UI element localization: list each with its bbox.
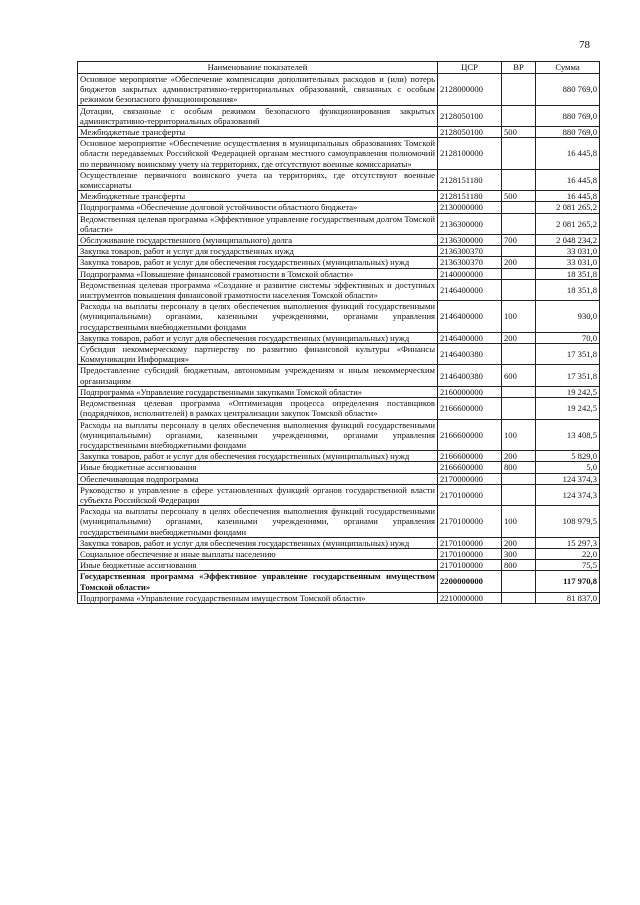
cell-name: Иные бюджетные ассигнования: [78, 560, 438, 571]
cell-name: Подпрограмма «Обеспечение долговой устойчивости областного бюджета»: [78, 202, 438, 213]
cell-vr: 700: [502, 235, 536, 246]
table-row: [78, 105, 600, 126]
table-row: [78, 506, 600, 538]
cell-csr: 2128050100: [438, 127, 502, 138]
table-row: [78, 127, 600, 138]
cell-vr: [502, 105, 536, 126]
cell-sum: 33 031,0: [536, 257, 600, 268]
cell-csr: 2128000000: [438, 74, 502, 106]
cell-name: Предоставление субсидий бюджетным, автономным учреждениям и иным некоммерческим организациям: [78, 365, 438, 386]
cell-name: Государственная программа «Эффективное управление государственным имуществом Томской области»: [78, 571, 438, 592]
table-row: [78, 537, 600, 548]
table-row: [78, 268, 600, 279]
cell-vr: [502, 571, 536, 592]
table-row: [78, 484, 600, 505]
cell-csr: 2166600000: [438, 419, 502, 451]
cell-sum: 2 048 234,2: [536, 235, 600, 246]
cell-csr: 2136300000: [438, 213, 502, 234]
cell-sum: 33 031,0: [536, 246, 600, 257]
page-number: 78: [579, 39, 590, 51]
cell-csr: 2160000000: [438, 386, 502, 397]
cell-csr: 2170000000: [438, 473, 502, 484]
cell-vr: [502, 398, 536, 419]
cell-name: Межбюджетные трансферты: [78, 127, 438, 138]
table-header-row: [78, 62, 600, 74]
cell-name: Расходы на выплаты персоналу в целях обеспечения выполнения функций государственными (муниципальными) органами, казенными учреждениями, органами управления государственными внебюджетными фондами: [78, 301, 438, 333]
cell-vr: [502, 473, 536, 484]
table-row: [78, 451, 600, 462]
cell-sum: 19 242,5: [536, 386, 600, 397]
table-row: [78, 169, 600, 190]
cell-csr: 2146400380: [438, 344, 502, 365]
cell-name: Основное мероприятие «Обеспечение компенсации дополнительных расходов и (или) потерь бюджетов закрытых административно-территориальных образований, связанных с особым режимом безопасного функционирования»: [78, 74, 438, 106]
cell-sum: 70,0: [536, 332, 600, 343]
cell-csr: 2146400000: [438, 301, 502, 333]
cell-vr: [502, 169, 536, 190]
cell-vr: [502, 74, 536, 106]
cell-sum: 18 351,8: [536, 268, 600, 279]
cell-csr: 2170100000: [438, 484, 502, 505]
cell-csr: 2170100000: [438, 548, 502, 559]
cell-sum: 124 374,3: [536, 473, 600, 484]
table-row: [78, 571, 600, 592]
cell-name: Расходы на выплаты персоналу в целях обеспечения выполнения функций государственными (муниципальными) органами, казенными учреждениями, органами управления государственными внебюджетными фондами: [78, 419, 438, 451]
header-sum: Сумма: [536, 62, 600, 74]
cell-name: Закупка товаров, работ и услуг для обеспечения государственных (муниципальных) нужд: [78, 451, 438, 462]
cell-sum: 117 970,8: [536, 571, 600, 592]
cell-name: Закупка товаров, работ и услуг для обеспечения государственных (муниципальных) нужд: [78, 257, 438, 268]
table-row: [78, 560, 600, 571]
cell-sum: 19 242,5: [536, 398, 600, 419]
cell-sum: 124 374,3: [536, 484, 600, 505]
cell-name: Дотации, связанные с особым режимом безопасного функционирования закрытых административно-территориальных образований: [78, 105, 438, 126]
cell-vr: 100: [502, 419, 536, 451]
cell-name: Закупка товаров, работ и услуг для государственных нужд: [78, 246, 438, 257]
cell-sum: 108 979,5: [536, 506, 600, 538]
cell-vr: [502, 484, 536, 505]
cell-csr: 2140000000: [438, 268, 502, 279]
cell-name: Закупка товаров, работ и услуг для обеспечения государственных (муниципальных) нужд: [78, 537, 438, 548]
cell-sum: 81 837,0: [536, 592, 600, 603]
table-row: [78, 246, 600, 257]
cell-vr: 500: [502, 191, 536, 202]
table-row: [78, 592, 600, 603]
header-vr: ВР: [502, 62, 536, 74]
cell-sum: 75,5: [536, 560, 600, 571]
cell-sum: 2 081 265,2: [536, 202, 600, 213]
cell-vr: 100: [502, 506, 536, 538]
cell-sum: 2 081 265,2: [536, 213, 600, 234]
cell-name: Подпрограмма «Управление государственными закупками Томской области»: [78, 386, 438, 397]
cell-name: Подпрограмма «Повышение финансовой грамотности в Томской области»: [78, 268, 438, 279]
table-row: [78, 548, 600, 559]
cell-vr: [502, 279, 536, 300]
cell-vr: [502, 202, 536, 213]
table-row: [78, 279, 600, 300]
cell-vr: 800: [502, 462, 536, 473]
cell-name: Расходы на выплаты персоналу в целях обеспечения выполнения функций государственными (муниципальными) органами, казенными учреждениями, органами управления государственными внебюджетными фондами: [78, 506, 438, 538]
cell-csr: 2128100000: [438, 138, 502, 170]
cell-sum: 22,0: [536, 548, 600, 559]
cell-name: Подпрограмма «Управление государственным имуществом Томской области»: [78, 592, 438, 603]
cell-sum: 13 408,5: [536, 419, 600, 451]
cell-vr: [502, 268, 536, 279]
header-name: Наименование показателей: [78, 62, 438, 74]
cell-csr: 2166600000: [438, 451, 502, 462]
table-row: [78, 74, 600, 106]
cell-name: Осуществление первичного воинского учета на территориях, где отсутствуют военные комиссариаты: [78, 169, 438, 190]
cell-csr: 2166600000: [438, 462, 502, 473]
cell-sum: 16 445,8: [536, 191, 600, 202]
cell-sum: 18 351,8: [536, 279, 600, 300]
cell-csr: 2130000000: [438, 202, 502, 213]
cell-vr: 300: [502, 548, 536, 559]
cell-sum: 5 829,0: [536, 451, 600, 462]
table-row: [78, 473, 600, 484]
cell-name: Субсидия некоммерческому партнерству по развитию финансовой культуры «Финансы Коммуникации Информация»: [78, 344, 438, 365]
cell-vr: [502, 138, 536, 170]
table-row: [78, 257, 600, 268]
cell-csr: 2210000000: [438, 592, 502, 603]
cell-vr: 600: [502, 365, 536, 386]
table-row: [78, 202, 600, 213]
cell-sum: 16 445,8: [536, 169, 600, 190]
cell-csr: 2166600000: [438, 398, 502, 419]
cell-name: Основное мероприятие «Обеспечение осуществления в муниципальных образованиях Томской области передаваемых Российской Федерацией органам местного самоуправления полномочий по первичному воинскому учету на территориях, где отсутствуют военные комиссариаты»: [78, 138, 438, 170]
cell-csr: 2170100000: [438, 560, 502, 571]
cell-vr: [502, 246, 536, 257]
cell-name: Иные бюджетные ассигнования: [78, 462, 438, 473]
cell-sum: 17 351,8: [536, 365, 600, 386]
table-row: [78, 332, 600, 343]
cell-vr: [502, 344, 536, 365]
table-row: [78, 301, 600, 333]
cell-name: Межбюджетные трансферты: [78, 191, 438, 202]
cell-name: Ведомственная целевая программа «Эффективное управление государственным долгом Томской области»: [78, 213, 438, 234]
cell-sum: 16 445,8: [536, 138, 600, 170]
cell-name: Обслуживание государственного (муниципального) долга: [78, 235, 438, 246]
cell-name: Обеспечивающая подпрограмма: [78, 473, 438, 484]
cell-name: Социальное обеспечение и иные выплаты населению: [78, 548, 438, 559]
cell-vr: [502, 386, 536, 397]
table-row: [78, 191, 600, 202]
cell-csr: 2136300370: [438, 257, 502, 268]
table-row: [78, 344, 600, 365]
cell-sum: 5,0: [536, 462, 600, 473]
cell-csr: 2136300370: [438, 246, 502, 257]
table-row: [78, 213, 600, 234]
cell-sum: 17 351,8: [536, 344, 600, 365]
table-row: [78, 386, 600, 397]
cell-csr: 2128050100: [438, 105, 502, 126]
cell-sum: 880 769,0: [536, 74, 600, 106]
cell-vr: [502, 592, 536, 603]
cell-vr: 800: [502, 560, 536, 571]
header-csr: ЦСР: [438, 62, 502, 74]
cell-sum: 930,0: [536, 301, 600, 333]
cell-sum: 880 769,0: [536, 105, 600, 126]
cell-name: Ведомственная целевая программа «Оптимизация процесса определения поставщиков (подрядчиков, исполнителей) в рамках централизации закупок Томской области»: [78, 398, 438, 419]
table-body: [78, 74, 600, 604]
cell-csr: 2200000000: [438, 571, 502, 592]
cell-csr: 2136300000: [438, 235, 502, 246]
table-row: [78, 235, 600, 246]
budget-table: [77, 61, 600, 604]
table-row: [78, 138, 600, 170]
cell-csr: 2146400000: [438, 279, 502, 300]
cell-vr: 200: [502, 257, 536, 268]
cell-vr: 200: [502, 451, 536, 462]
cell-name: Закупка товаров, работ и услуг для обеспечения государственных (муниципальных) нужд: [78, 332, 438, 343]
table-row: [78, 398, 600, 419]
table-row: [78, 365, 600, 386]
cell-sum: 880 769,0: [536, 127, 600, 138]
cell-csr: 2170100000: [438, 537, 502, 548]
cell-csr: 2170100000: [438, 506, 502, 538]
table-row: [78, 462, 600, 473]
cell-vr: 100: [502, 301, 536, 333]
cell-csr: 2146400000: [438, 332, 502, 343]
cell-name: Руководство и управление в сфере установленных функций органов государственной власти субъекта Российской Федерации: [78, 484, 438, 505]
cell-csr: 2128151180: [438, 169, 502, 190]
cell-vr: 200: [502, 537, 536, 548]
cell-csr: 2146400380: [438, 365, 502, 386]
cell-name: Ведомственная целевая программа «Создание и развитие системы эффективных и доступных инструментов повышения финансовой грамотности населения Томской области»: [78, 279, 438, 300]
cell-sum: 15 297,3: [536, 537, 600, 548]
cell-csr: 2128151180: [438, 191, 502, 202]
cell-vr: [502, 213, 536, 234]
cell-vr: 200: [502, 332, 536, 343]
cell-vr: 500: [502, 127, 536, 138]
table-row: [78, 419, 600, 451]
